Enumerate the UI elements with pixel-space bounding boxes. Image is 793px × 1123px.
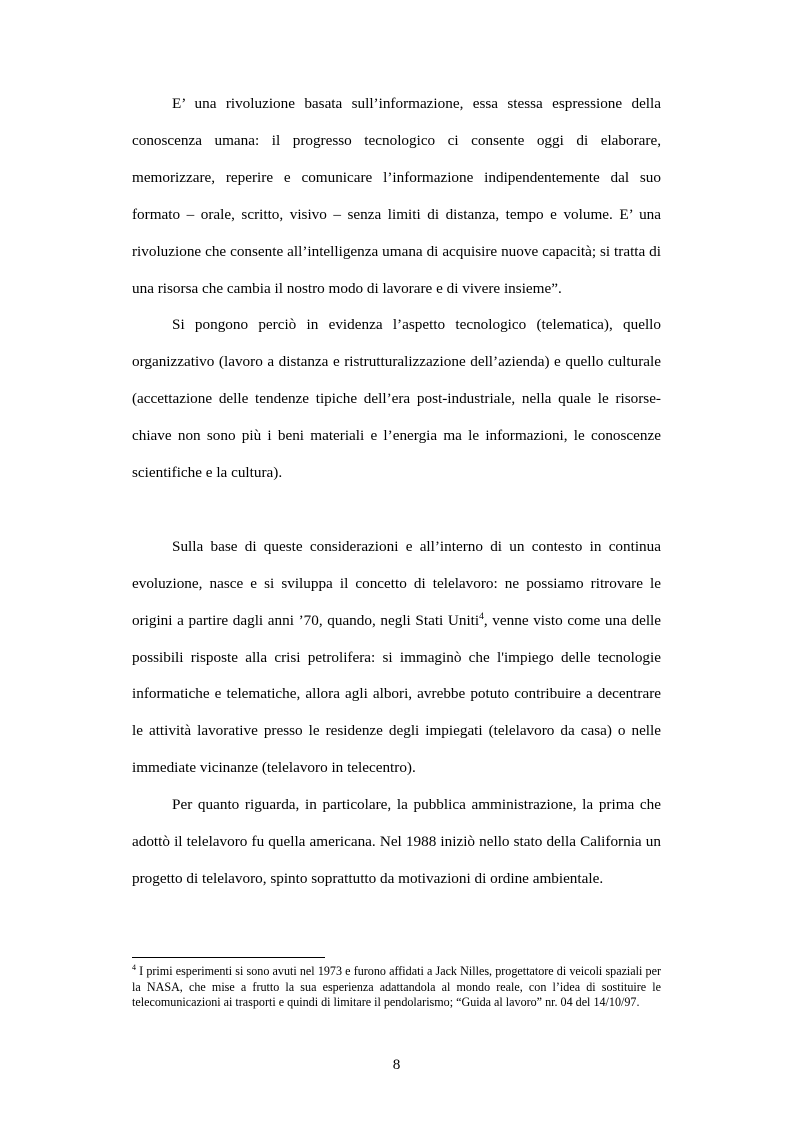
body-text: [132, 86, 661, 898]
footnote-number: 4: [132, 962, 136, 972]
paragraph-revolution: E’ una rivoluzione basata sull’informazione, essa stessa espressione della conoscenza umana: il progresso tecnologico ci consente oggi di elaborare, memorizzare, reperire e comunicare l’informazione indipendentemente dal suo formato – orale, scritto, visivo – senza limiti di distanza, tempo e volume. E’ una rivoluzione che consente all’intelligenza umana di acquisire nuove capacità; si tratta di una risorsa che cambia il nostro modo di lavorare e di vivere insieme”.: [132, 95, 661, 297]
paragraph-public-administration: Per quanto riguarda, in particolare, la pubblica amministrazione, la prima che adottò il telelavoro fu quella americana. Nel 1988 iniziò nello stato della California un progetto di telelavoro, spinto soprattutto da motivazioni di ordine ambientale.: [132, 796, 661, 888]
footnote-separator: [132, 957, 325, 958]
footnote-text: I primi esperimenti si sono avuti nel 1973 e furono affidati a Jack Nilles, progettatore di veicoli spaziali per la NASA, che mise a frutto la sua esperienza adattandola al mondo reale, con l’idea di sostituire le telecomunicazioni ai trasporti e quindi di limitare il pendolarismo; “Guida al lavoro” nr. 04 del 14/10/97.: [132, 964, 661, 1010]
footnote-reference: 4: [479, 611, 484, 622]
paragraph-gap: [132, 492, 661, 529]
origins-text-before: Sulla base di queste considerazioni e all’interno di un contesto in continua evoluzione, nasce e si sviluppa il concetto di telelavoro: ne possiamo ritrovare le origini a partire dagli anni ’70, quando, negli Stati Uniti: [132, 537, 661, 629]
paragraph-aspects: Si pongono perciò in evidenza l’aspetto tecnologico (telematica), quello organizzativo (lavoro a distanza e ristrutturalizzazione dell’azienda) e quello culturale (accettazione delle tendenze tipiche dell’era post-industriale, nella quale le risorse-chiave non sono più i beni materiali e l’energia ma le informazioni, le conoscenze scientifiche e la cultura).: [132, 316, 661, 482]
origins-text-after: , venne visto come una delle possibili risposte alla crisi petrolifera: si immaginò che l'impiego delle tecnologie informatiche e telematiche, allora agli albori, avrebbe potuto contribuire a decentrare le attività lavorative presso le residenze degli impiegati (telelavoro da casa) o nelle immediate vicinanze (telelavoro in telecentro).: [132, 611, 661, 777]
page-number: 8: [392, 1056, 401, 1073]
footnote: [132, 964, 661, 1011]
paragraph-telework-origins: [132, 529, 661, 787]
